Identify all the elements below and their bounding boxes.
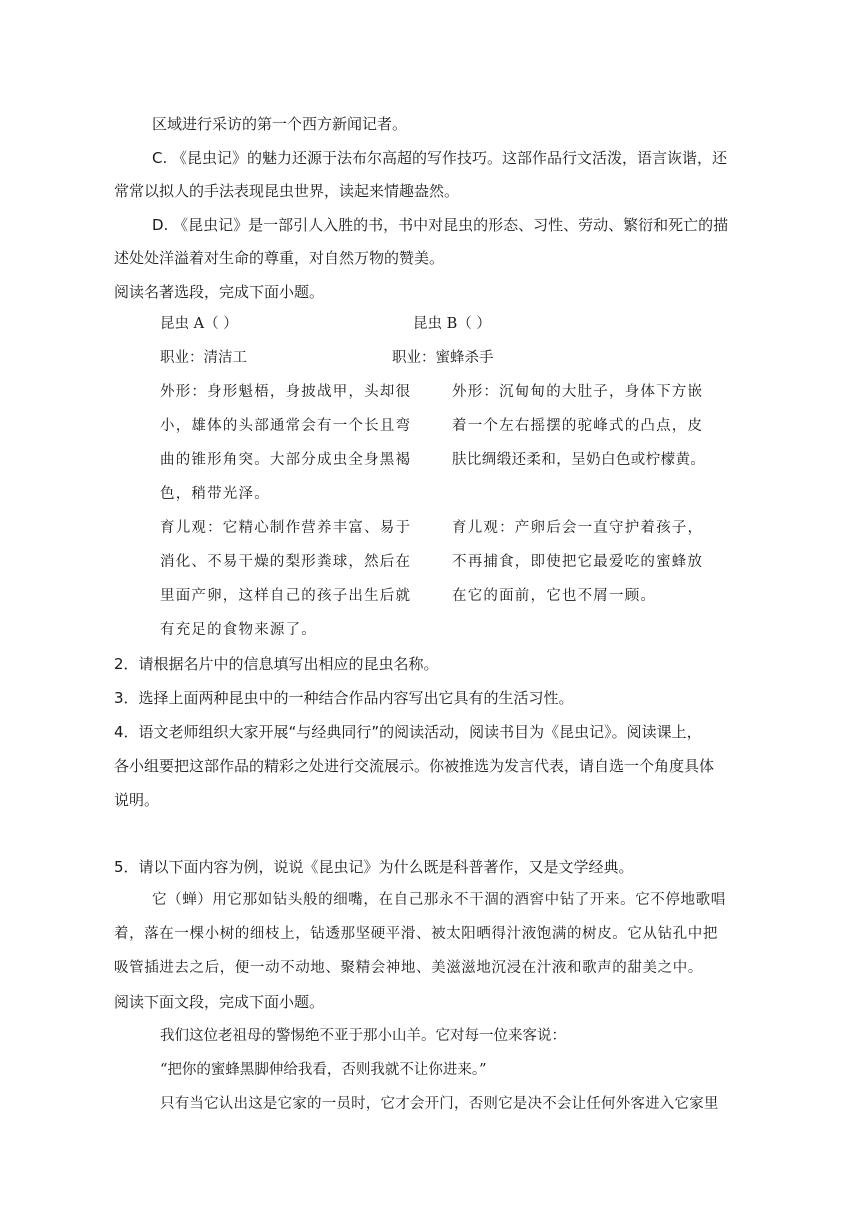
card-a-title: 昆虫 A（ ） <box>160 316 238 332</box>
question-4-line-2: 各小组要把这部作品的精彩之处进行交流展示。你被推选为发言代表，请自选一个角度具体 <box>114 757 715 775</box>
card-a-appearance-3: 曲的锥形角突。大部分成虫全身黑褐 <box>160 452 412 468</box>
option-c-line-2: 常常以拟人的手法表现昆虫世界，读起来情趣盎然。 <box>114 182 460 200</box>
card-a-parenting-4: 有充足的食物来源了。 <box>160 622 317 638</box>
question-4-line-3: 说明。 <box>114 791 160 809</box>
option-d-line-2: 述处处洋溢着对生命的尊重，对自然万物的赞美。 <box>114 249 445 267</box>
section2-intro: 阅读下面文段，完成下面小题。 <box>114 993 325 1011</box>
q5-passage-line-2: 着，落在一棵小树的细枝上，钻透那坚硬平滑、被太阳晒得汁液饱满的树皮。它从钻孔中把 <box>114 926 718 942</box>
question-3: 3．选择上面两种昆虫中的一种结合作品内容写出它具有的生活习性。 <box>114 689 574 707</box>
card-b-appearance-2: 着一个左右摇摆的驼峰式的凸点，皮 <box>452 418 704 434</box>
card-a-appearance-2: 小，雄体的头部通常会有一个长且弯 <box>160 418 412 434</box>
card-b-parenting-3: 在它的面前，它也不屑一顾。 <box>452 588 657 604</box>
card-b-parenting-1: 育儿观：产卵后会一直守护着孩子， <box>452 520 704 536</box>
card-a-appearance-4: 色，稍带光泽。 <box>160 486 270 502</box>
section2-passage-line-3: 只有当它认出这是它家的一员时，它才会开门，否则它是决不会让任何外客进入它家里 <box>160 1096 719 1112</box>
q5-passage-line-3: 吸管插进去之后，便一动不动地、聚精会神地、美滋滋地沉浸在汁液和歌声的甜美之中。 <box>114 960 703 976</box>
option-d-line-1: D. 《昆虫记》是一部引人入胜的书，书中对昆虫的形态、习性、劳动、繁衍和死亡的描 <box>152 216 729 234</box>
continuation-line: 区域进行采访的第一个西方新闻记者。 <box>152 115 408 133</box>
card-b-title: 昆虫 B（ ） <box>413 316 491 332</box>
question-4-line-1: 4．语文老师组织大家开展“与经典同行”的阅读活动，阅读书目为《昆虫记》。阅读课上， <box>114 723 702 741</box>
card-a-appearance-1: 外形：身形魁梧，身披战甲，头却很 <box>160 384 412 400</box>
question-5-prompt: 5．请以下面内容为例，说说《昆虫记》为什么既是科普著作，又是文学经典。 <box>114 858 634 876</box>
card-a-parenting-1: 育儿观：它精心制作营养丰富、易于 <box>160 520 412 536</box>
question-2: 2．请根据名片中的信息填写出相应的昆虫名称。 <box>114 655 439 673</box>
option-c-line-1: C. 《昆虫记》的魅力还源于法布尔高超的写作技巧。这部作品行文活泼，语言诙谐，还 <box>152 149 728 167</box>
section2-passage-line-2: “把你的蜜蜂黑脚伸给我看，否则我就不让你进来。” <box>160 1062 487 1078</box>
card-a-parenting-3: 里面产卵，这样自己的孩子出生后就 <box>160 588 412 604</box>
card-b-appearance-3: 肤比绸缎还柔和，呈奶白色或柠檬黄。 <box>452 452 706 468</box>
section2-passage-line-1: 我们这位老祖母的警惕绝不亚于那小山羊。它对每一位来客说： <box>160 1028 566 1044</box>
card-a-parenting-2: 消化、不易干燥的梨形粪球，然后在 <box>160 554 412 570</box>
card-a-job: 职业：清洁工 <box>160 350 247 366</box>
card-b-parenting-2: 不再捕食，即使把它最爱吃的蜜蜂放 <box>452 554 704 570</box>
q5-passage-line-1: 它（蝉）用它那如钻头般的细嘴，在自己那永不干涸的酒窖中钻了开来。它不停地歌唱 <box>152 892 726 908</box>
card-b-job: 职业：蜜蜂杀手 <box>392 350 494 366</box>
section1-intro: 阅读名著选段，完成下面小题。 <box>114 283 325 301</box>
card-b-appearance-1: 外形：沉甸甸的大肚子，身体下方嵌 <box>452 384 704 400</box>
